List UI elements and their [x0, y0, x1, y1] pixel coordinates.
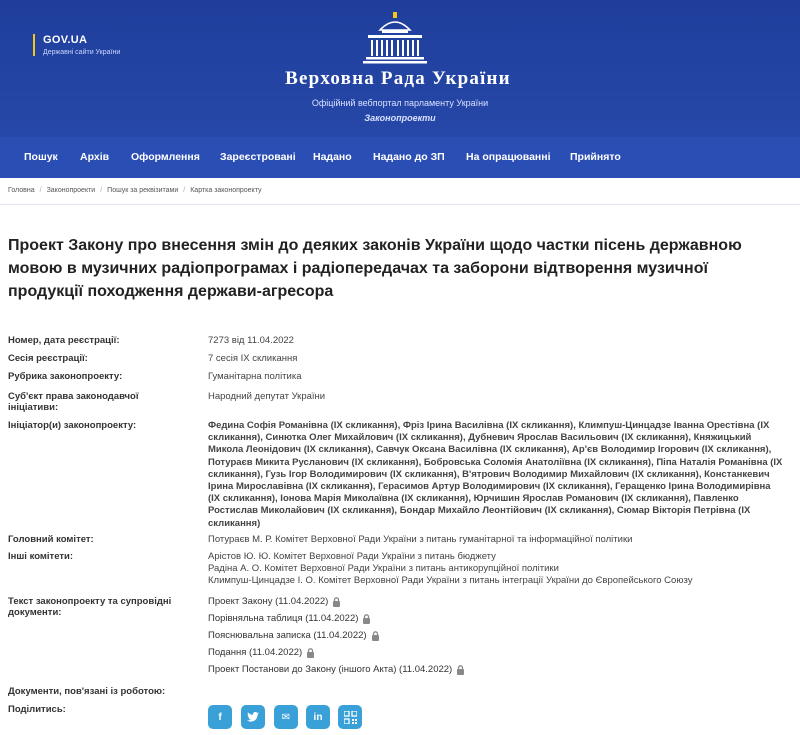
subject-label: Суб'єкт права законодавчої ініціативи:	[8, 391, 139, 413]
gov-ua-subtitle: Державні сайти України	[43, 49, 121, 56]
doc-link-label[interactable]: Подання (11.04.2022)	[208, 647, 303, 658]
doc-link[interactable]	[208, 647, 315, 658]
nav-submitted[interactable]: Надано	[313, 151, 352, 163]
lock-icon	[306, 648, 315, 658]
share-facebook-button[interactable]	[208, 705, 232, 729]
docs-label: Текст законопроекту та супровідні документи:	[8, 596, 172, 618]
nav-search[interactable]: Пошук	[24, 151, 58, 163]
main-committee-label: Головний комітет:	[8, 534, 94, 545]
subject-value: Народний депутат України	[208, 391, 326, 402]
nav-formatting[interactable]: Оформлення	[131, 151, 200, 163]
share-twitter-button[interactable]	[241, 705, 265, 729]
doc-link-label[interactable]: Проект Закону (11.04.2022)	[208, 596, 329, 607]
breadcrumb-current: Картка законопроекту	[190, 187, 262, 194]
session-label: Сесія реєстрації:	[8, 353, 88, 364]
breadcrumb: Головна / Законопроекти / Пошук за реквізитами / Картка законопроекту	[8, 187, 262, 194]
rubric-value: Гуманітарна політика	[208, 371, 302, 382]
main-committee-value: Потураєв М. Р. Комітет Верховної Ради України з питань гуманітарної та інформаційної політики	[208, 534, 633, 545]
nav-in-processing[interactable]: На опрацюванні	[466, 151, 551, 163]
divider	[0, 204, 800, 205]
breadcrumb-search[interactable]: Пошук за реквізитами	[107, 187, 179, 194]
doc-link[interactable]	[208, 596, 341, 607]
share-qr-button[interactable]	[338, 705, 362, 729]
lock-icon	[456, 665, 465, 675]
share-label: Поділитись:	[8, 704, 66, 715]
breadcrumb-home[interactable]: Головна	[8, 187, 35, 194]
doc-link[interactable]	[208, 630, 380, 641]
breadcrumb-bills[interactable]: Законопроекти	[46, 187, 96, 194]
doc-link[interactable]	[208, 613, 371, 624]
lock-icon	[362, 614, 371, 624]
doc-link-label[interactable]: Проект Постанови до Закону (іншого Акта) (11.04.2022)	[208, 664, 453, 675]
nav-adopted[interactable]: Прийнято	[570, 151, 621, 163]
qr-code-icon	[344, 711, 357, 724]
session-value: 7 сесія IX скликання	[208, 353, 298, 364]
gov-ua-link[interactable]	[33, 34, 120, 56]
reg-label: Номер, дата реєстрації:	[8, 335, 120, 346]
related-docs-label: Документи, пов'язані із роботою:	[8, 686, 166, 697]
page-title: Проект Закону про внесення змін до деяких законів України щодо частки пісень державною мовою в музичних радіопрограмах і радіопередачах та заборони відтворення музичної продукції походження держави-агресора	[8, 237, 742, 300]
other-committee-item: Радіна А. О. Комітет Верховної Ради України з питань антикорупційної політики	[208, 563, 559, 574]
main-navigation	[0, 137, 800, 178]
nav-archive[interactable]: Архів	[80, 151, 110, 163]
facebook-icon: f	[218, 711, 222, 723]
nav-submitted-to-zp[interactable]: Надано до ЗП	[373, 151, 445, 163]
initiators-label: Ініціатор(и) законопроекту:	[8, 420, 137, 431]
other-committee-item: Климпуш-Цинцадзе І. О. Комітет Верховної Ради України з питань інтеграції України до Європейського Союзу	[208, 575, 693, 586]
parliament-building-icon[interactable]	[360, 10, 430, 66]
nav-registered[interactable]: Зареєстровані	[220, 151, 296, 163]
site-title[interactable]: Верховна Рада України	[285, 68, 511, 89]
other-committee-item: Арістов Ю. Ю. Комітет Верховної Ради України з питань бюджету	[208, 551, 496, 562]
reg-value: 7273 від 11.04.2022	[208, 335, 294, 346]
site-header	[0, 0, 800, 137]
doc-link[interactable]	[208, 664, 465, 675]
lock-icon	[332, 597, 341, 607]
initiators-list: Федина Софія Романівна (IX скликання), Фріз Ірина Василівна (IX скликання), Климпуш-Цинцадзе Іванна Орестівна (IX скликання), Синютка Олег Михайлович (IX скликання), Дубневич Ярослав Васильович (IX скликання), Княжицький Микола Леонідович (IX скликання), Савчук Оксана Василівна (IX скликання), Ар'єв Володимир Ігорович (IX скликання), Потураєв Микита Русланович (IX скликання), Бобровська Соломія Анатоліївна (IX скликання), Піпа Наталія Романівна (IX скликання), Гузь Ігор Володимирович (IX скликання), В'ятрович Володимир Михайлович (IX скликання), Констанкевич Ірина Мирославівна (IX скликання), Герасимов Артур Володимирович (IX скликання), Геращенко Ірина Володимирівна (IX скликання), Іонова Марія Миколаївна (IX скликання), Юрчишин Ярослав Романович (IX скликання), Павленко Ростислав Миколайович (IX скликання), Бондар Михайло Леонтійович (IX скликання), Сюмар Вікторія Петрівна (IX скликання)	[208, 420, 783, 529]
doc-link-label[interactable]: Пояснювальна записка (11.04.2022)	[208, 630, 367, 641]
linkedin-icon: in	[313, 711, 323, 723]
doc-link-label[interactable]: Порівняльна таблиця (11.04.2022)	[208, 613, 359, 624]
section-subtitle: Законопроекти	[364, 113, 436, 123]
other-committees-label: Інші комітети:	[8, 551, 74, 562]
gov-ua-title[interactable]: GOV.UA	[43, 34, 88, 46]
site-subtitle: Офіційний вебпортал парламенту України	[311, 98, 489, 108]
share-linkedin-button[interactable]	[306, 705, 330, 729]
lock-icon	[371, 631, 380, 641]
rubric-label: Рубрика законопроекту:	[8, 371, 123, 382]
share-email-button[interactable]	[274, 705, 298, 729]
email-icon: ✉	[281, 711, 291, 723]
twitter-icon	[247, 712, 259, 722]
